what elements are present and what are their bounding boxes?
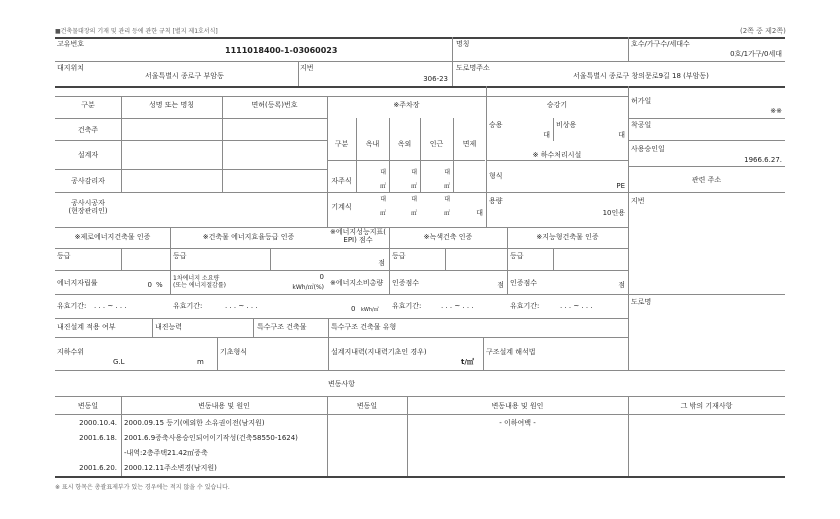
- cert-score-label: 인증점수: [392, 279, 420, 287]
- rule: [270, 248, 271, 270]
- rule: [152, 318, 153, 337]
- parking-title: ※주차장: [393, 101, 420, 109]
- change-date: 2001.6.20.: [79, 464, 117, 472]
- rule: [452, 37, 453, 86]
- rule: [253, 318, 254, 337]
- primary-energy-label-1: 1차에너지 소요량: [173, 275, 220, 282]
- percent-unit: %: [156, 281, 163, 289]
- rule: [55, 140, 327, 141]
- groundwater-unit: m: [197, 358, 204, 366]
- rule: [420, 118, 421, 192]
- rule: [328, 318, 329, 370]
- parking-col-category: 구분: [334, 140, 349, 148]
- changes-col-other: 그 밖의 기재사항: [680, 402, 733, 410]
- change-date: 2001.6.18.: [79, 434, 117, 442]
- rule: [55, 61, 785, 62]
- change-text: 2000.09.15 등기(예외한 소유권이전(남지원): [124, 419, 265, 427]
- approval-value: 1966.6.27.: [744, 156, 782, 164]
- rule: [55, 192, 628, 193]
- rule: [55, 169, 327, 170]
- design-bearing-label: 설계지내력(지내력기초인 경우): [331, 348, 427, 356]
- grade-label: 등급: [57, 252, 71, 260]
- rule: [298, 61, 299, 86]
- unique-no-value: 1111018400-1-03060023: [225, 46, 338, 55]
- approval-label: 사용승인일: [631, 145, 665, 153]
- grade-label: 등급: [173, 252, 187, 260]
- page-info: (2쪽 중 제2쪽): [740, 27, 786, 35]
- rule: [486, 160, 628, 161]
- changes-col-date: 변동일: [77, 402, 99, 410]
- change-text: 2000.12.11주소변경(남지원): [124, 464, 217, 472]
- name-label: 명칭: [456, 40, 470, 48]
- elevator-title: 승강기: [546, 101, 568, 109]
- validity-value: . . . ~ . . .: [441, 302, 474, 310]
- rule: [55, 96, 628, 97]
- row-designer: 설계자: [77, 151, 99, 159]
- rule: [628, 86, 629, 370]
- form-title: ■건축물대장의 기재 및 관리 등에 관한 규칙 [별지 제1호서식]: [55, 28, 218, 35]
- special-structure-label: 특수구조 건축물: [257, 323, 307, 331]
- road-label: 도로명주소: [456, 64, 490, 72]
- rule: [55, 248, 628, 249]
- validity-label: 유효기간:: [392, 302, 422, 310]
- start-label: 착공일: [631, 121, 652, 129]
- cert-score-unit: 점: [497, 281, 504, 289]
- epi-score-unit: 점: [378, 259, 385, 267]
- site-label: 대지위치: [57, 64, 85, 72]
- rule: [55, 294, 785, 295]
- sewage-type-value: PE: [616, 182, 625, 190]
- change-text: 2001.6.9증축사용승인되어이기작성(건축58550-1624): [124, 434, 298, 442]
- unit-area: ㎡: [443, 210, 450, 217]
- zero-energy-title: ※제로에너지건축물 인증: [74, 233, 151, 241]
- site-value: 서울특별시 종로구 부암동: [145, 72, 224, 80]
- rule: [217, 337, 218, 370]
- row-site-manager: (현장관리인): [68, 207, 108, 215]
- elevator-passenger: 승용: [489, 121, 503, 129]
- primary-energy-value: 0: [319, 273, 324, 281]
- parking-row-self: 자주식: [331, 177, 352, 185]
- change-date: 2000.10.4.: [79, 419, 117, 427]
- right-road-label: 도로명: [631, 298, 652, 306]
- change-text: -내역:2층주택21.42㎡증축: [124, 449, 208, 457]
- unit-total: 대: [476, 209, 483, 217]
- elevator-emergency: 비상용: [556, 121, 577, 129]
- validity-value: . . . ~ . . .: [94, 302, 127, 310]
- unit-area: ㎡: [410, 183, 417, 190]
- unit-area: ㎡: [379, 210, 386, 217]
- parking-row-mech: 기계식: [331, 203, 352, 211]
- permit-value: ※※: [770, 107, 782, 115]
- validity-label: 유효기간:: [173, 302, 203, 310]
- lot-label: 지번: [300, 64, 314, 72]
- parking-col-exempt: 면제: [462, 140, 477, 148]
- related-address: 관련 주소: [691, 176, 722, 184]
- green-title: ※녹색건축 인증: [423, 233, 473, 241]
- epi-title-2: EPI) 점수: [343, 236, 373, 244]
- validity-label: 유효기간:: [57, 302, 87, 310]
- rule: [121, 248, 122, 270]
- smart-title: ※지능형건축물 인증: [536, 233, 599, 241]
- rule: [121, 96, 122, 192]
- changes-title: 변동사항: [327, 380, 356, 388]
- energy-consumption-unit: kWh/㎡: [361, 307, 379, 313]
- rule: [55, 86, 785, 88]
- unit-count: 대: [411, 196, 417, 203]
- special-type-label: 특수구조 건축물 유형: [331, 323, 397, 331]
- sewage-type-label: 형식: [489, 172, 503, 180]
- changes-col-content: 변동내용 및 원인: [198, 402, 250, 410]
- changes-none: - 이하여백 -: [499, 419, 536, 427]
- unit-count: 대: [380, 196, 386, 203]
- energy-consumption-label: ※에너지소비총량: [330, 279, 384, 287]
- road-value: 서울특별시 종로구 창의문로9길 18 (부암동): [573, 72, 709, 80]
- grade-label: 등급: [510, 252, 524, 260]
- sewage-title: ※ 하수처리시설: [532, 151, 582, 159]
- unit-count: 대: [411, 169, 417, 176]
- rule: [222, 96, 223, 192]
- seismic-label: 내진설계 적용 여부: [57, 323, 116, 331]
- unit-area: ㎡: [443, 183, 450, 190]
- unit-count: 대: [380, 169, 386, 176]
- households-value: 0호/1가구/0세대: [730, 50, 782, 58]
- groundwater-gl: G.L: [113, 358, 125, 366]
- rule: [453, 118, 454, 192]
- groundwater-label: 지하수위: [57, 348, 85, 356]
- permit-label: 허가일: [631, 97, 652, 105]
- rule: [55, 414, 785, 415]
- unit-area: ㎡: [379, 183, 386, 190]
- rule: [628, 118, 785, 119]
- rule: [55, 118, 327, 119]
- seismic-capacity-label: 내진능력: [155, 323, 183, 331]
- bearing-unit: t/㎡: [461, 358, 474, 366]
- elevator-unit: 대: [618, 131, 625, 139]
- primary-energy-unit: kWh/㎡(%): [292, 284, 324, 291]
- rule: [483, 337, 484, 370]
- rule: [55, 37, 785, 39]
- validity-value: . . . ~ . . .: [225, 302, 258, 310]
- right-lot-label: 지번: [631, 197, 645, 205]
- parking-col-nearby: 인근: [429, 140, 444, 148]
- rule: [553, 248, 554, 270]
- rule: [356, 118, 357, 192]
- unit-count: 대: [444, 196, 450, 203]
- cert-score-unit: 점: [618, 281, 625, 289]
- self-sufficiency-value: 0: [147, 281, 152, 289]
- rule: [445, 248, 446, 270]
- rule: [55, 270, 628, 271]
- changes-col-date2: 변동일: [356, 402, 378, 410]
- sewage-capacity-value: 10인용: [602, 209, 625, 217]
- changes-col-content2: 변동내용 및 원인: [491, 402, 544, 410]
- rule: [55, 396, 785, 397]
- cert-score-label: 인증점수: [510, 279, 538, 287]
- parking-col-indoor: 옥내: [365, 140, 380, 148]
- energy-grade-title: ※건축물 에너지효율등급 인증: [202, 233, 295, 241]
- col-license: 면허(등록)번호: [251, 101, 298, 109]
- analysis-label: 구조설계 해석법: [486, 348, 536, 356]
- unit-count: 대: [444, 169, 450, 176]
- elevator-unit: 대: [543, 131, 550, 139]
- rule: [628, 166, 785, 167]
- validity-label: 유효기간:: [510, 302, 540, 310]
- self-sufficiency-label: 에너지자립률: [57, 279, 98, 287]
- lot-value: 306-23: [423, 75, 448, 83]
- row-contractor: 공사시공자: [71, 199, 105, 207]
- grade-label: 등급: [392, 252, 406, 260]
- rule: [553, 118, 554, 141]
- rule: [55, 476, 785, 478]
- col-category: 구분: [81, 101, 95, 109]
- foundation-label: 기초형식: [220, 348, 248, 356]
- validity-value: . . . ~ . . .: [560, 302, 593, 310]
- energy-consumption-value: 0: [351, 305, 356, 313]
- primary-energy-label-2: (또는 에너지절감률): [173, 282, 226, 289]
- row-owner: 건축주: [77, 126, 99, 134]
- rule: [328, 160, 485, 161]
- row-supervisor: 공사감리자: [71, 177, 105, 185]
- rule: [389, 118, 390, 192]
- unit-area: ㎡: [410, 210, 417, 217]
- rule: [628, 37, 629, 61]
- footnote: ※ 표시 항목은 총괄표제부가 있는 경우에는 적지 않을 수 있습니다.: [55, 484, 230, 491]
- rule: [628, 192, 785, 193]
- parking-col-outdoor: 옥외: [397, 140, 412, 148]
- sewage-capacity-label: 용량: [489, 197, 503, 205]
- rule: [55, 318, 628, 319]
- rule: [55, 370, 785, 371]
- households-label: 호수/가구수/세대수: [631, 40, 690, 48]
- unique-no-label: 고유번호: [57, 40, 85, 48]
- col-name: 성명 또는 명칭: [148, 101, 195, 109]
- rule: [628, 140, 785, 141]
- rule: [55, 337, 628, 338]
- epi-title-1: ※에너지성능지표(: [330, 228, 386, 236]
